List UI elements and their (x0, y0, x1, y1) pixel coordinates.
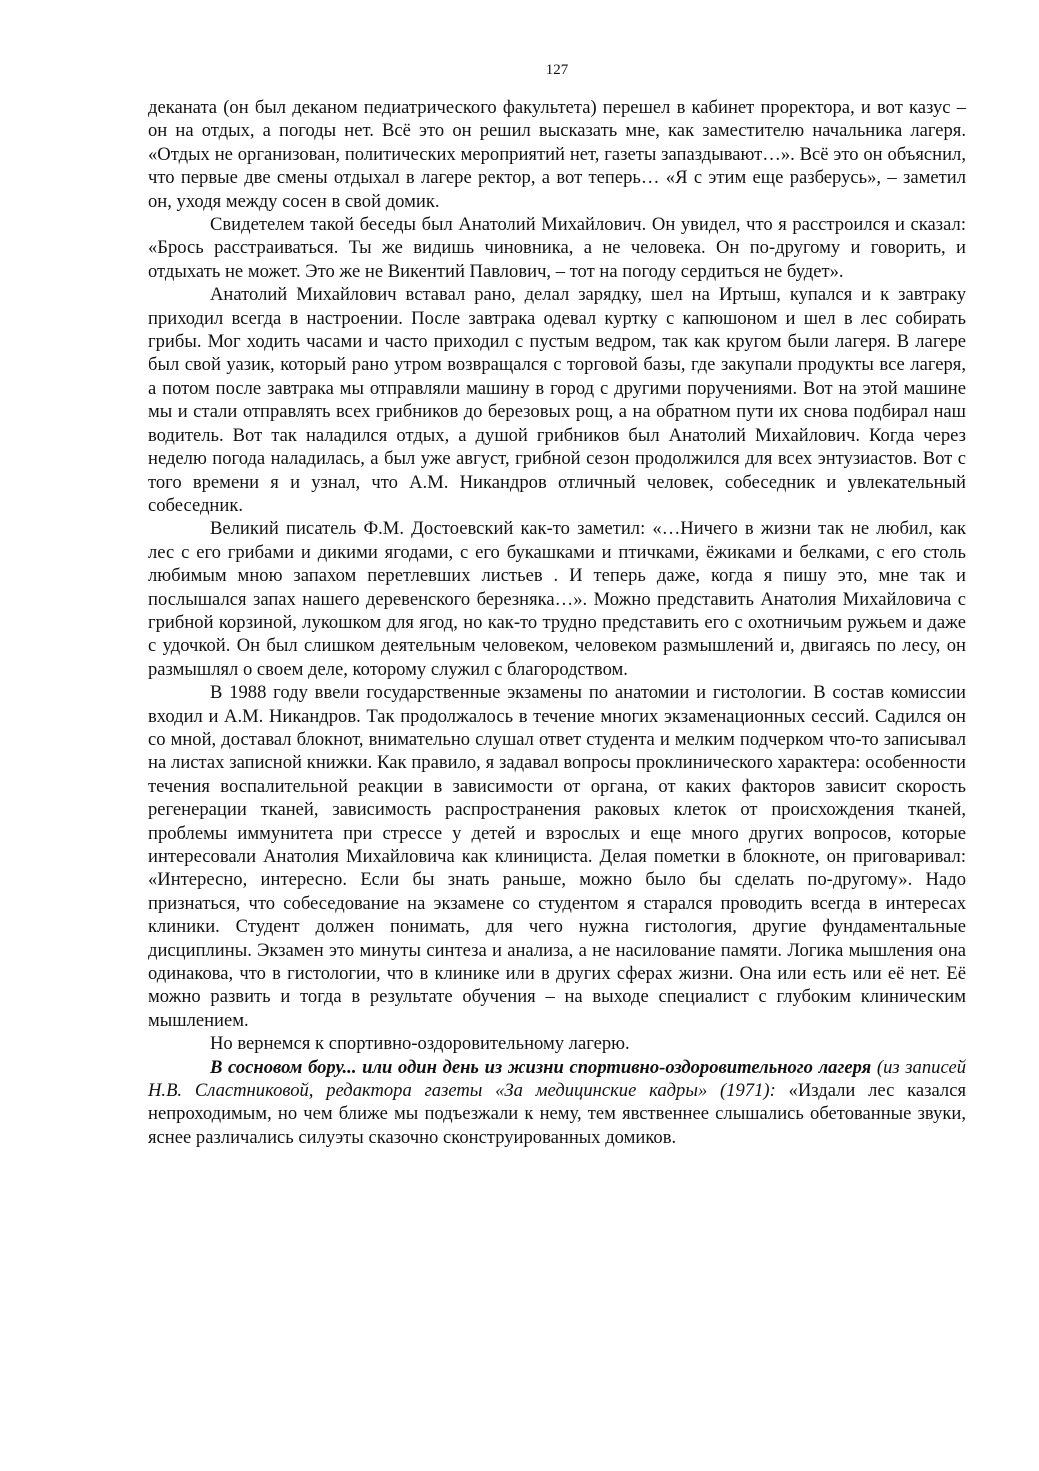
paragraph-return-to-camp: Но вернемся к спортивно-оздоровительному лагерю. (210, 1033, 630, 1055)
body-text (148, 96, 966, 1149)
section-heading: В сосновом бору... или один день из жизни спортивно-оздоровительного лагеря (210, 1056, 872, 1078)
paragraph-dostoevsky-quote: Великий писатель Ф.М. Достоевский как-то заметил: «…Ничего в жизни так не любил, как лес с его грибами и дикими ягодами, с его букашками и птичками, ёжиками и белками, с его столь любимым мною запахом перетлевших листьев . И теперь даже, когда я пишу это, мне так и послышался запах нашего деревенского березняка…». Можно представить Анатолия Михайловича с грибной корзиной, лукошком для ягод, но как-то трудно представить его с охотничьим ружьем и даже с удочкой. Он был слишком деятельным человеком, человеком размышлений и, двигаясь по лесу, он размышлял о своем деле, которому служил с благородством. (148, 518, 966, 680)
paragraph-state-exams: В 1988 году ввели государственные экзамены по анатомии и гистологии. В состав комиссии входил и А.М. Никандров. Так продолжалось в течение многих экзаменационных сессий. Садился он со мной, доставал блокнот, внимательно слушал ответ студента и мелким подчерком что-то записывал на листах записной книжки. Как правило, я задавал вопросы проклинического характера: особенности течения воспалительной реакции в зависимости от органа, от каких факторов зависит скорость регенерации тканей, зависимость распространения раковых клеток от происхождения тканей, проблемы иммунитета при стрессе у детей и взрослых и еще много других вопросов, которые интересовали Анатолия Михайловича как клинициста. Делая пометки в блокноте, он приговаривал: «Интересно, интересно. Если бы знать раньше, можно было бы сделать по-другому». Надо признаться, что собеседование на экзамене со студентом я старался проводить всегда в интересах клиники. Студент должен понимать, для чего нужна гистология, другие фундаментальные дисциплины. Экзамен это минуты синтеза и анализа, а не насилование памяти. Логика мышления она одинакова, что в гистологии, что в клинике или в других сферах жизни. Она или есть или её нет. Её можно развить и тогда в результате обучения – на выходе специалист с глубоким клиническим мышлением. (148, 682, 966, 1031)
section-source: (из записей Н.В. Сластниковой, редактора газеты «За медицинские кадры» (1971): (148, 1056, 966, 1102)
section-intro (148, 1056, 966, 1150)
section-opening-text: «Издали лес казался непроходимым, но чем ближе мы подъезжали к нему, тем явственнее слышались обетованные звуки, яснее различались силуэты сказочно сконструированных домиков. (148, 1080, 966, 1148)
paragraph-morning-routine: Анатолий Михайлович вставал рано, делал зарядку, шел на Иртыш, купался и к завтраку приходил всегда в настроении. После завтрака одевал куртку с капюшоном и шел в лес собирать грибы. Мог ходить часами и часто приходил с пустым ведром, так как кругом были лагеря. В лагере был свой уазик, который рано утром возвращался с торговой базы, где закупали продукты все лагеря, а потом после завтрака мы отправляли машину в город с другими поручениями. Вот на этой машине мы и стали отправлять всех грибников до березовых рощ, а на обратном пути их снова подбирал наш водитель. Вот так наладился отдых, а душой грибников был Анатолий Михайлович. Когда через неделю погода наладилась, а был уже август, грибной сезон продолжился для всех энтузиастов. Вот с того времени я и узнал, что А.М. Никандров отличный человек, собеседник и увлекательный собеседник. (148, 284, 966, 516)
paragraph-continuation: деканата (он был деканом педиатрического факультета) перешел в кабинет проректора, и вот казус – он на отдых, а погоды нет. Всё это он решил высказать мне, как заместителю начальника лагеря. «Отдых не организован, политических мероприятий нет, газеты запаздывают…». Всё это он объяснил, что первые две смены отдыхал в лагере ректор, а вот теперь… «Я с этим еще разберусь», – заметил он, уходя между сосен в свой домик. (148, 97, 966, 212)
page-number: 127 (545, 62, 569, 78)
paragraph-witness: Свидетелем такой беседы был Анатолий Михайлович. Он увидел, что я расстроился и сказал: «Брось расстраиваться. Ты же видишь чиновника, а не человека. Он по-другому и говорить, и отдыхать не может. Это же не Викентий Павлович, – тот на погоду сердиться не будет». (148, 214, 966, 282)
